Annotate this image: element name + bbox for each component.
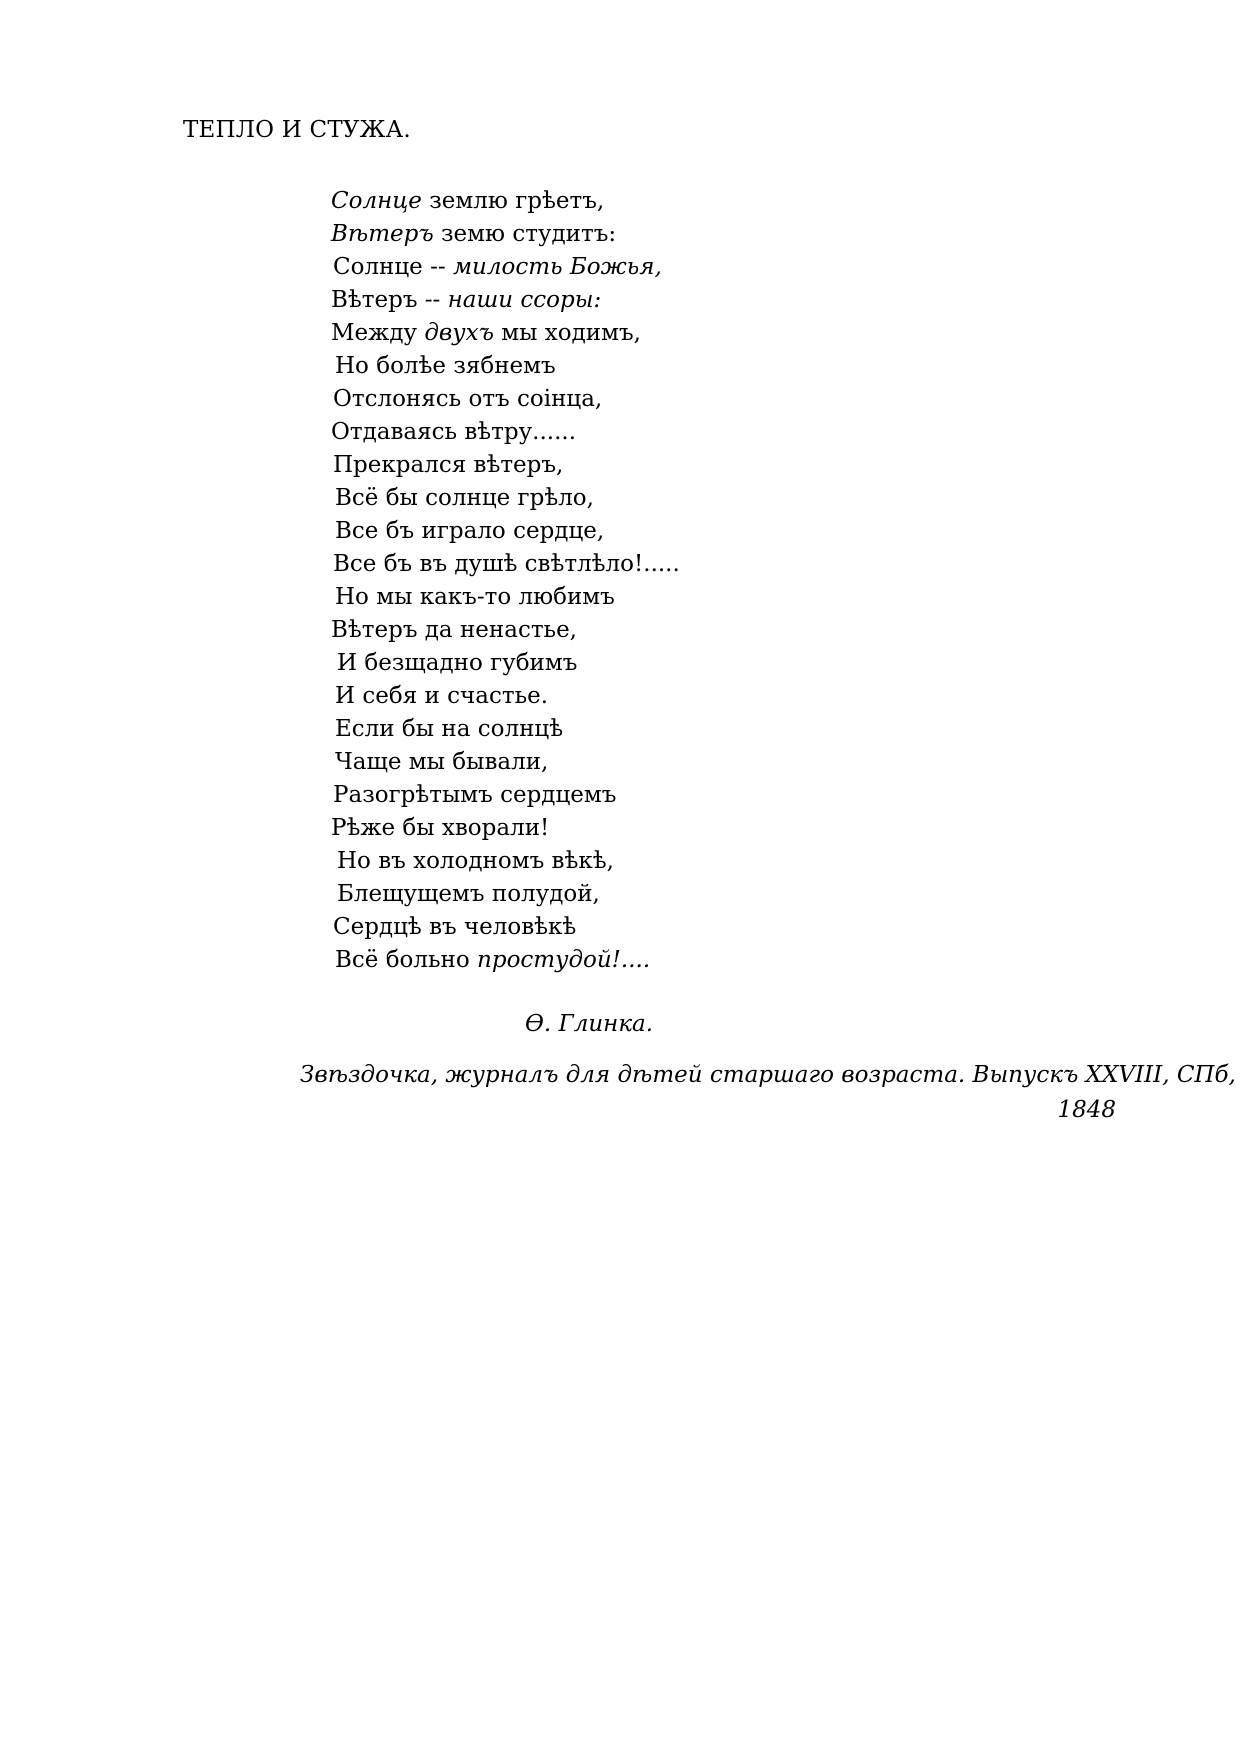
- poem-line: [331, 317, 891, 350]
- poem-line-text: Все бъ въ душѣ свѣтлѣло!.....: [333, 551, 680, 577]
- poem-line: [331, 614, 891, 647]
- poem-line: [331, 251, 891, 284]
- poem-line: [331, 647, 891, 680]
- poem-line: [331, 911, 891, 944]
- poem-line: [331, 944, 891, 977]
- poem-line-text: Все бъ играло сердце,: [335, 518, 605, 544]
- poem-line: [331, 845, 891, 878]
- poem-line-text: Но болѣе зябнемъ: [335, 353, 556, 379]
- poem-line-italic-text: двухъ: [424, 320, 494, 346]
- poem-line-text: Всё больно: [335, 947, 478, 973]
- poem-line-italic-text: простудой!....: [477, 947, 651, 973]
- poem-line-italic-text: Солнце: [331, 188, 422, 214]
- poem-line-text: Но мы какъ-то любимъ: [335, 584, 615, 610]
- poem-line: [331, 581, 891, 614]
- poem-line: [331, 812, 891, 845]
- poem-line-italic-text: Вѣтеръ: [331, 221, 434, 247]
- poem-line: [331, 515, 891, 548]
- poem-line: [331, 779, 891, 812]
- poem-line-text: И себя и счастье.: [335, 683, 549, 709]
- poem-line-italic-text: милость Божья,: [452, 254, 662, 280]
- poem-line-text: землю грѣетъ,: [421, 188, 605, 214]
- poem-line-italic-text: наши ссоры:: [447, 287, 602, 313]
- poem-line-text: Рѣже бы хворали!: [331, 815, 550, 841]
- poem-line-text: Вѣтеръ --: [331, 287, 448, 313]
- poem-line-text: Разогрѣтымъ сердцемъ: [333, 782, 617, 808]
- poem-line-text: Всё бы солнце грѣло,: [335, 485, 594, 511]
- poem-line: [331, 416, 891, 449]
- poem-line-text: мы ходимъ,: [493, 320, 641, 346]
- poem-line: [331, 548, 891, 581]
- poem-line-text: Сердцѣ въ человѣкѣ: [333, 914, 577, 940]
- poem-line-text: Солнце --: [333, 254, 453, 280]
- poem-line: [331, 185, 891, 218]
- poem-line: [331, 284, 891, 317]
- poem-line-text: И безщадно губимъ: [337, 650, 578, 676]
- source-citation: [300, 1058, 1236, 1128]
- poem-line: [331, 383, 891, 416]
- poem-line-text: Вѣтеръ да ненастье,: [331, 617, 577, 643]
- poem-line: [331, 350, 891, 383]
- poem-line: [331, 680, 891, 713]
- poem-line-text: Но въ холодномъ вѣкѣ,: [337, 848, 614, 874]
- poem-line-text: Между: [331, 320, 425, 346]
- poem-line: [331, 449, 891, 482]
- poem-line: [331, 713, 891, 746]
- poem-line: [331, 878, 891, 911]
- poem-line-text: Отслонясь отъ соінца,: [333, 386, 603, 412]
- poem-line-text: Прекрался вѣтеръ,: [333, 452, 564, 478]
- poem-body: [331, 185, 891, 977]
- poem-line: [331, 482, 891, 515]
- poem-author: Ѳ. Глинка.: [525, 1011, 654, 1037]
- poem-line: [331, 218, 891, 251]
- poem-line-text: Блещущемъ полудой,: [337, 881, 600, 907]
- source-citation-line: Звѣздочка, журналъ для дѣтей старшаго возраста. Выпускъ XXVIII, СПб,: [300, 1062, 1236, 1088]
- poem-line-text: земю студитъ:: [433, 221, 617, 247]
- poem-line-text: Отдаваясь вѣтру......: [331, 419, 577, 445]
- source-citation-year: 1848: [1057, 1097, 1116, 1123]
- poem-line: [331, 746, 891, 779]
- poem-title: ТЕПЛО И СТУЖА.: [183, 117, 411, 143]
- poem-line-text: Чаще мы бывали,: [335, 749, 549, 775]
- poem-line-text: Если бы на солнцѣ: [335, 716, 564, 742]
